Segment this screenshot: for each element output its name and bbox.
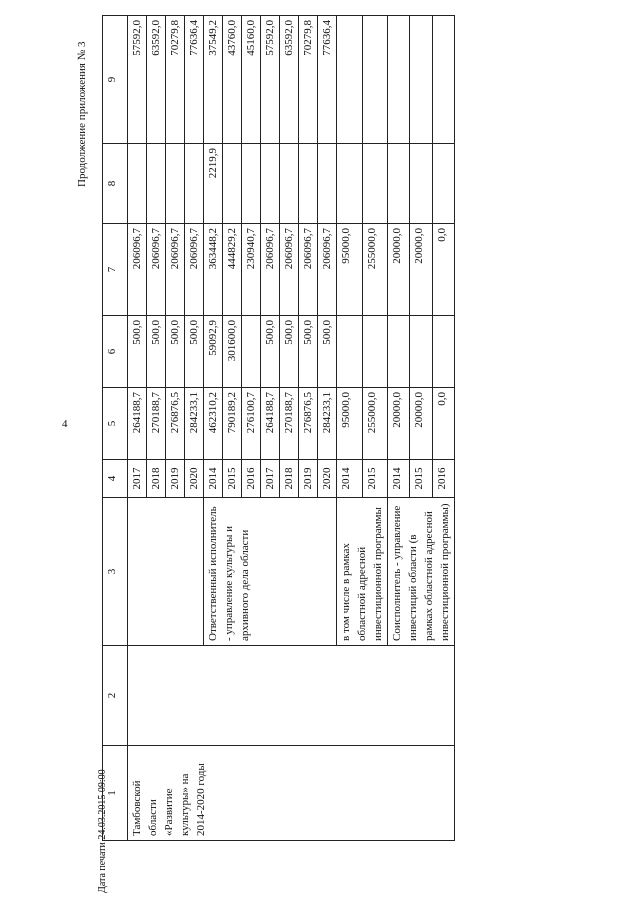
header-cell-7: 7 — [103, 224, 128, 316]
amount-cell: 264188,7 — [261, 388, 280, 460]
amount-cell: 255000,0 — [362, 224, 388, 316]
header-cell-3: 3 — [103, 498, 128, 646]
amount-cell: 500,0 — [166, 316, 185, 388]
table-body — [128, 16, 455, 841]
executor-cell: Соисполнитель - управление инвестиций области (в рамках областной адресной инвестиционной программы) — [388, 498, 455, 646]
amount-cell — [362, 316, 388, 388]
amount-cell: 43760,0 — [223, 16, 242, 144]
amount-cell — [362, 16, 388, 144]
amount-cell: 270188,7 — [280, 388, 299, 460]
amount-cell: 59092,9 — [204, 316, 223, 388]
header-row — [103, 16, 128, 841]
amount-cell: 77636,4 — [185, 16, 204, 144]
header-cell-9: 9 — [103, 16, 128, 144]
amount-cell — [388, 316, 410, 388]
year-cell: 2018 — [280, 460, 299, 498]
amount-cell: 20000,0 — [410, 224, 432, 316]
amount-cell — [242, 144, 261, 224]
amount-cell: 206096,7 — [261, 224, 280, 316]
amount-cell: 206096,7 — [318, 224, 337, 316]
program-name-cell: Тамбовской области «Развитие культуры» на 2014-2020 годы — [128, 746, 455, 841]
amount-cell: 63592,0 — [147, 16, 166, 144]
amount-cell: 284233,1 — [185, 388, 204, 460]
amount-cell: 462310,2 — [204, 388, 223, 460]
amount-cell: 270188,7 — [147, 388, 166, 460]
amount-cell: 206096,7 — [299, 224, 318, 316]
year-cell: 2020 — [185, 460, 204, 498]
print-date: Дата печати 24.03.2015 09:00 — [97, 769, 108, 893]
amount-cell: 63592,0 — [280, 16, 299, 144]
amount-cell — [388, 144, 410, 224]
funding-table-container — [102, 16, 622, 841]
amount-cell — [337, 316, 363, 388]
executor-cell: в том числе в рамках областной адресной инвестиционной программы — [337, 498, 388, 646]
amount-cell: 77636,4 — [318, 16, 337, 144]
amount-cell: 255000,0 — [362, 388, 388, 460]
amount-cell: 206096,7 — [166, 224, 185, 316]
amount-cell — [280, 144, 299, 224]
amount-cell: 276876,5 — [166, 388, 185, 460]
amount-cell: 45160,0 — [242, 16, 261, 144]
amount-cell: 95000,0 — [337, 388, 363, 460]
amount-cell — [337, 144, 363, 224]
amount-cell: 500,0 — [185, 316, 204, 388]
amount-cell — [185, 144, 204, 224]
year-cell: 2019 — [299, 460, 318, 498]
amount-cell — [432, 144, 454, 224]
amount-cell: 206096,7 — [185, 224, 204, 316]
year-cell: 2014 — [337, 460, 363, 498]
amount-cell: 0,0 — [432, 224, 454, 316]
amount-cell — [147, 144, 166, 224]
year-cell: 2017 — [128, 460, 147, 498]
header-cell-6: 6 — [103, 316, 128, 388]
amount-cell: 284233,1 — [318, 388, 337, 460]
year-cell: 2017 — [261, 460, 280, 498]
amount-cell: 276100,7 — [242, 388, 261, 460]
amount-cell: 20000,0 — [388, 224, 410, 316]
amount-cell — [362, 144, 388, 224]
year-cell: 2014 — [204, 460, 223, 498]
amount-cell: 57592,0 — [128, 16, 147, 144]
amount-cell: 500,0 — [299, 316, 318, 388]
amount-cell — [337, 16, 363, 144]
amount-cell — [432, 316, 454, 388]
funding-table — [102, 15, 455, 841]
page-number: 4 — [62, 418, 68, 430]
amount-cell: 301600,0 — [223, 316, 242, 388]
header-cell-4: 4 — [103, 460, 128, 498]
amount-cell: 363448,2 — [204, 224, 223, 316]
amount-cell: 500,0 — [128, 316, 147, 388]
header-cell-1: 1 — [103, 746, 128, 841]
amount-cell — [410, 144, 432, 224]
amount-cell: 500,0 — [318, 316, 337, 388]
amount-cell — [299, 144, 318, 224]
year-cell: 2014 — [388, 460, 410, 498]
header-cell-5: 5 — [103, 388, 128, 460]
appendix-note: Продолжение приложения № 3 — [76, 41, 88, 187]
year-cell: 2020 — [318, 460, 337, 498]
header-cell-2: 2 — [103, 646, 128, 746]
year-cell: 2015 — [410, 460, 432, 498]
amount-cell: 70279,8 — [166, 16, 185, 144]
amount-cell: 206096,7 — [147, 224, 166, 316]
amount-cell: 500,0 — [261, 316, 280, 388]
amount-cell: 790189,2 — [223, 388, 242, 460]
amount-cell: 20000,0 — [388, 388, 410, 460]
amount-cell: 276876,5 — [299, 388, 318, 460]
amount-cell — [242, 316, 261, 388]
amount-cell: 206096,7 — [128, 224, 147, 316]
amount-cell — [166, 144, 185, 224]
year-cell: 2016 — [242, 460, 261, 498]
amount-cell: 444829,2 — [223, 224, 242, 316]
amount-cell: 70279,8 — [299, 16, 318, 144]
amount-cell: 500,0 — [147, 316, 166, 388]
amount-cell — [223, 144, 242, 224]
year-cell: 2015 — [223, 460, 242, 498]
amount-cell: 37549,2 — [204, 16, 223, 144]
header-cell-8: 8 — [103, 144, 128, 224]
amount-cell: 206096,7 — [280, 224, 299, 316]
amount-cell — [410, 16, 432, 144]
amount-cell — [432, 16, 454, 144]
amount-cell: 57592,0 — [261, 16, 280, 144]
year-cell: 2015 — [362, 460, 388, 498]
amount-cell — [410, 316, 432, 388]
amount-cell — [318, 144, 337, 224]
amount-cell: 0,0 — [432, 388, 454, 460]
amount-cell — [128, 144, 147, 224]
amount-cell: 2219,9 — [204, 144, 223, 224]
amount-cell — [388, 16, 410, 144]
table-row — [128, 16, 147, 841]
amount-cell: 95000,0 — [337, 224, 363, 316]
column-2-cell — [128, 646, 455, 746]
amount-cell: 500,0 — [280, 316, 299, 388]
amount-cell — [261, 144, 280, 224]
year-cell: 2016 — [432, 460, 454, 498]
amount-cell: 20000,0 — [410, 388, 432, 460]
executor-cell — [128, 498, 204, 646]
amount-cell: 264188,7 — [128, 388, 147, 460]
amount-cell: 230940,7 — [242, 224, 261, 316]
executor-cell: Ответственный исполнитель - управление культуры и архивного дела области — [204, 498, 337, 646]
year-cell: 2018 — [147, 460, 166, 498]
year-cell: 2019 — [166, 460, 185, 498]
